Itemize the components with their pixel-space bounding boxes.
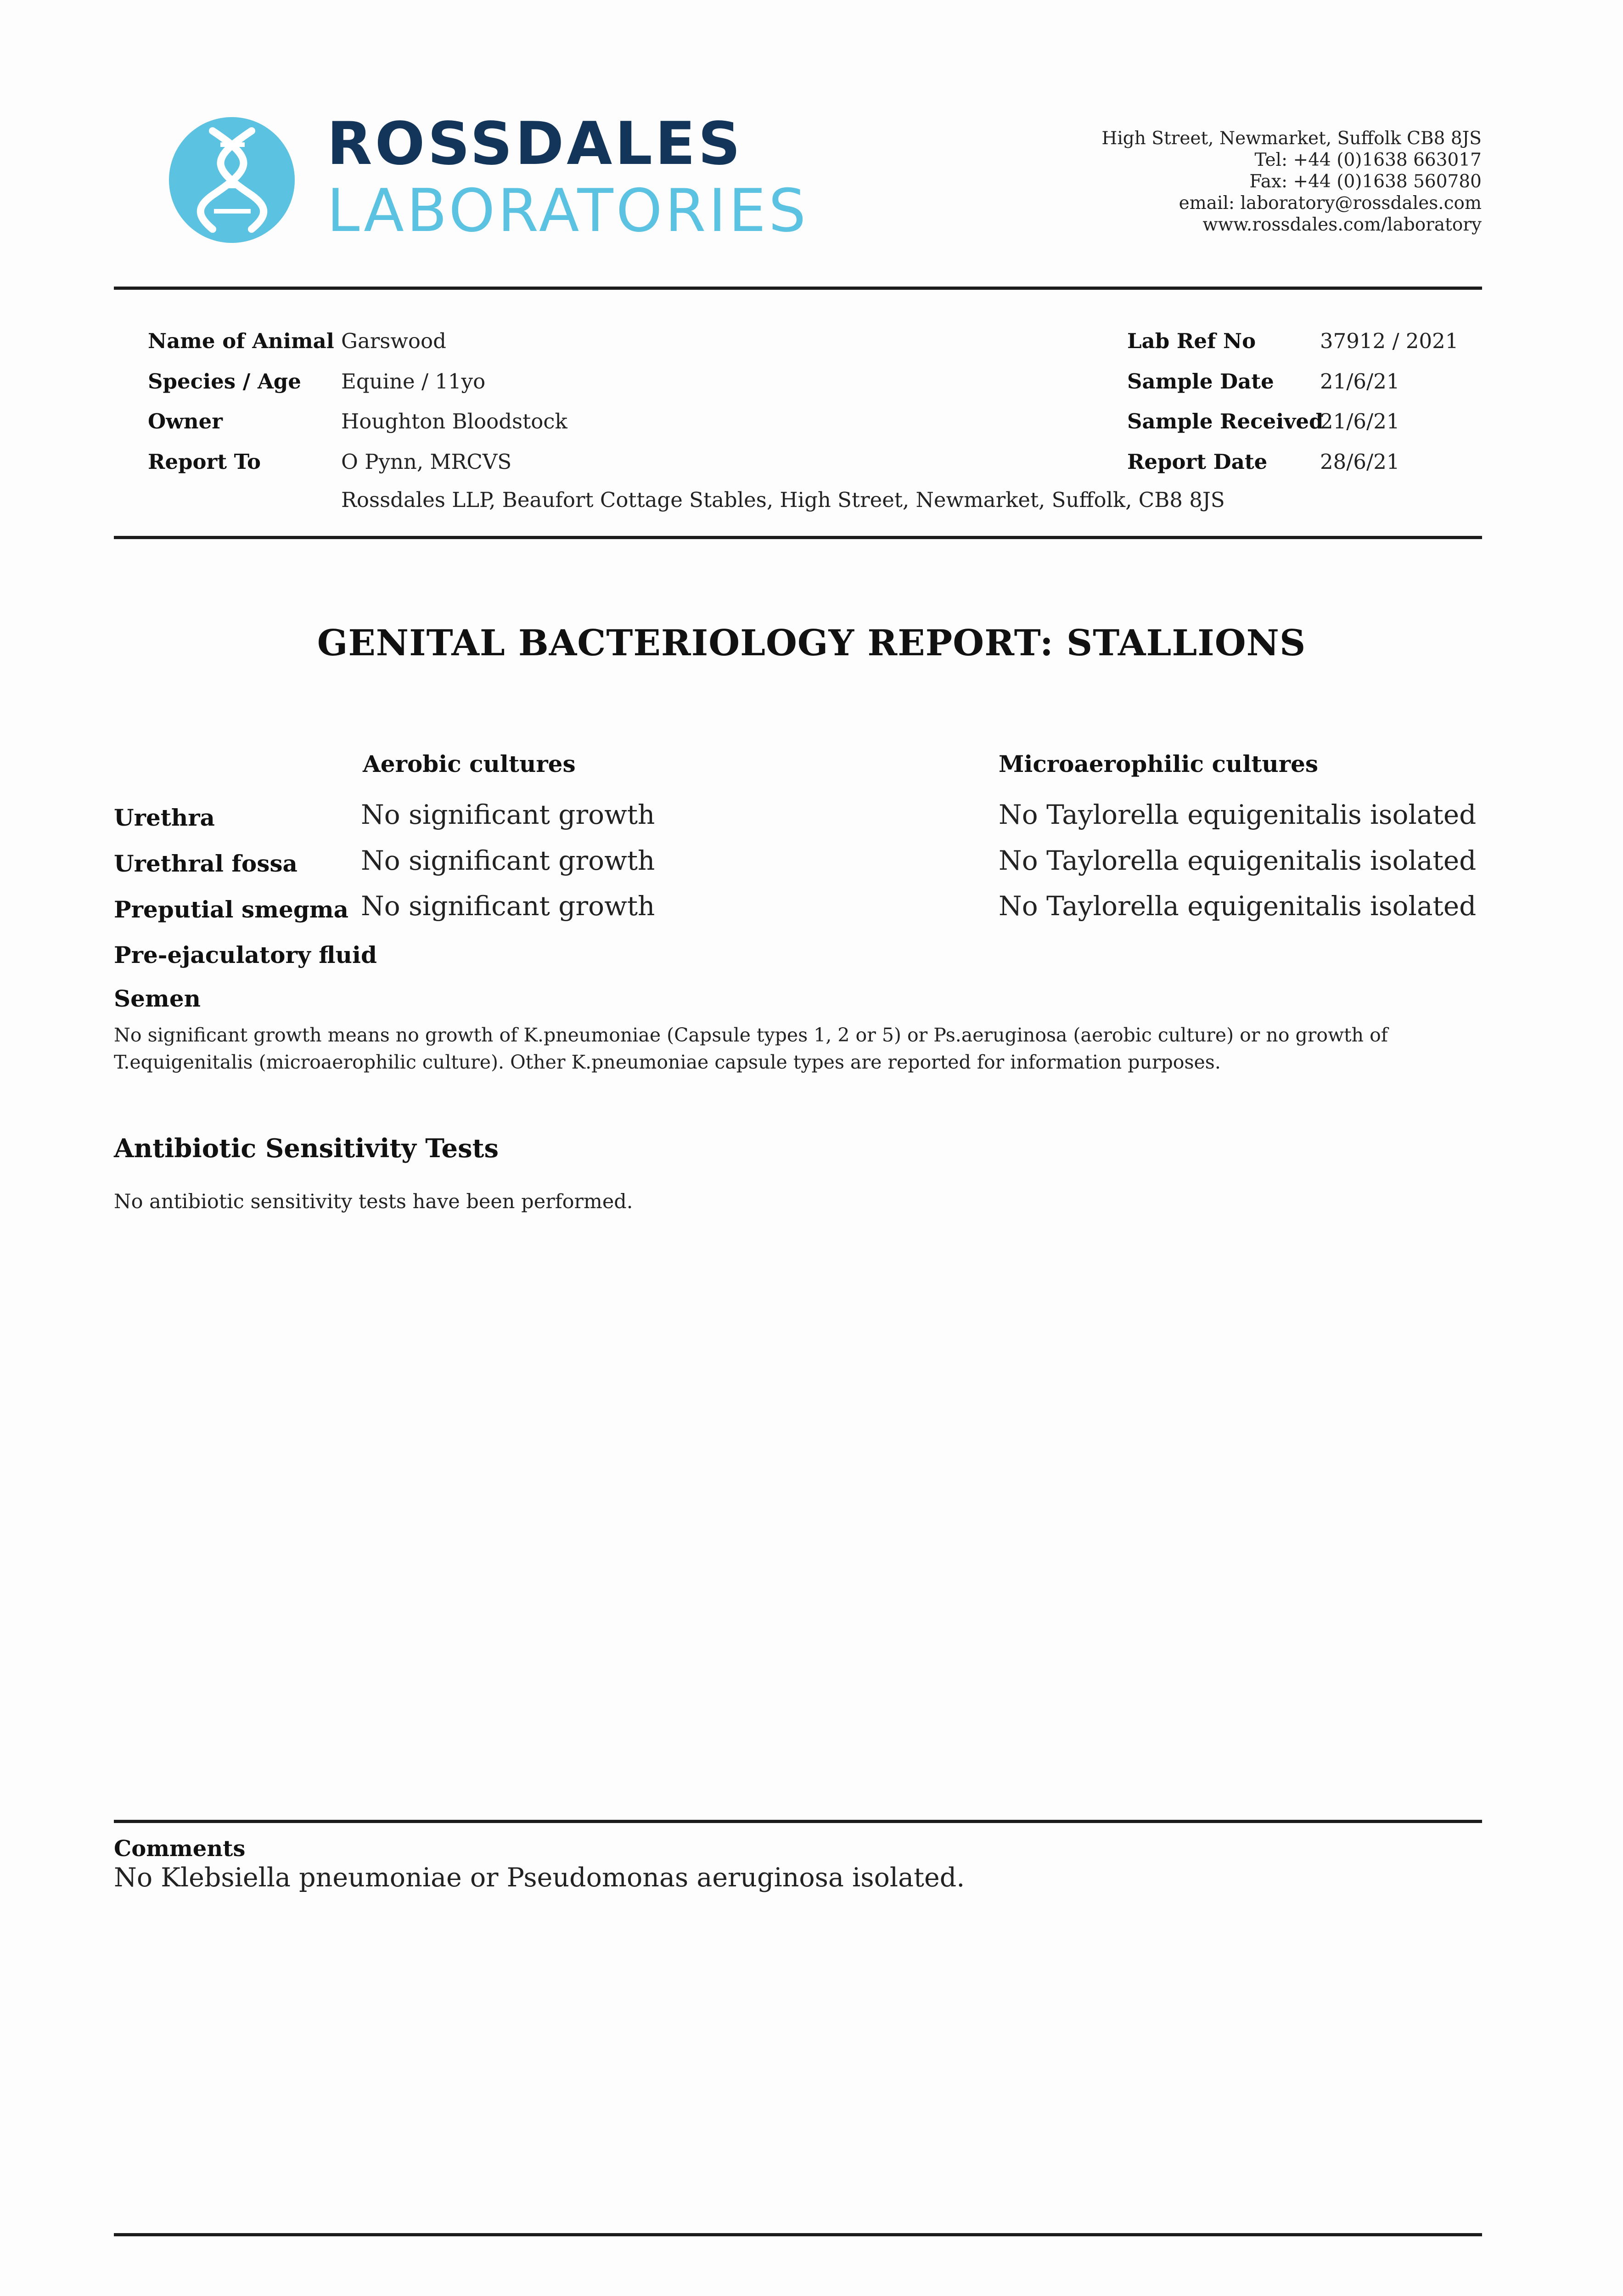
info-divider [114, 536, 1482, 539]
site-urethral-fossa: Urethral fossa [114, 850, 298, 877]
antibiotic-text: No antibiotic sensitivity tests have been performed. [114, 1190, 633, 1213]
urethral-fossa-micro-result: No Taylorella equigenitalis isolated [999, 845, 1477, 876]
address-email[interactable]: email: laboratory@rossdales.com [1179, 193, 1482, 214]
sample-received-label: Sample Received [1127, 409, 1324, 433]
comments-divider [114, 1820, 1482, 1823]
header-divider [114, 287, 1482, 290]
species-value: Equine / 11yo [341, 369, 486, 394]
report-title: GENITAL BACTERIOLOGY REPORT: STALLIONS [317, 622, 1306, 664]
dna-logo-icon [169, 117, 295, 243]
sample-received-value: 21/6/21 [1320, 409, 1400, 433]
urethra-micro-result: No Taylorella equigenitalis isolated [999, 799, 1477, 830]
culture-footnote: No significant growth means no growth of K.pneumoniae (Capsule types 1, 2 or 5) or Ps.aeruginosa (aerobic culture) or no growth of T.equigenitalis (microaerophilic culture). Other K.pneumoniae capsule types are reported for information purposes. [114, 1024, 1388, 1073]
site-semen: Semen [114, 985, 201, 1012]
report-to-value: O Pynn, MRCVS [341, 450, 512, 474]
dna-helix-icon [169, 117, 295, 243]
antibiotic-heading: Antibiotic Sensitivity Tests [114, 1133, 499, 1164]
report-date-label: Report Date [1127, 450, 1268, 474]
sample-date-value: 21/6/21 [1320, 369, 1400, 394]
address-fax: Fax: +44 (0)1638 560780 [1249, 171, 1482, 192]
report-to-address: Rossdales LLP, Beaufort Cottage Stables, High Street, Newmarket, Suffolk, CB8 8JS [341, 488, 1225, 512]
preputial-smegma-micro-result: No Taylorella equigenitalis isolated [999, 890, 1477, 922]
lab-ref-value: 37912 / 2021 [1320, 329, 1459, 353]
comments-label: Comments [114, 1836, 246, 1862]
name-label: Name of Animal [148, 329, 334, 353]
comments-text: No Klebsiella pneumoniae or Pseudomonas aeruginosa isolated. [114, 1863, 965, 1893]
address-tel: Tel: +44 (0)1638 663017 [1254, 150, 1482, 170]
report-date-value: 28/6/21 [1320, 450, 1400, 474]
address-website[interactable]: www.rossdales.com/laboratory [1202, 214, 1482, 235]
report-to-label: Report To [148, 450, 261, 474]
brand-name: ROSSDALES [327, 110, 743, 178]
preputial-smegma-aerobic-result: No significant growth [361, 890, 655, 922]
urethral-fossa-aerobic-result: No significant growth [361, 845, 655, 876]
owner-value: Houghton Bloodstock [341, 409, 567, 433]
microaerophilic-heading: Microaerophilic cultures [999, 750, 1319, 777]
urethra-aerobic-result: No significant growth [361, 799, 655, 830]
lab-address [1101, 128, 1482, 236]
brand-subtitle: LABORATORIES [327, 177, 809, 245]
address-street: High Street, Newmarket, Suffolk CB8 8JS [1101, 128, 1482, 149]
lab-ref-label: Lab Ref No [1127, 329, 1256, 353]
site-urethra: Urethra [114, 804, 215, 831]
site-pre-ejaculatory-fluid: Pre-ejaculatory fluid [114, 941, 377, 968]
name-value: Garswood [341, 329, 446, 353]
site-preputial-smegma: Preputial smegma [114, 896, 349, 923]
sample-date-label: Sample Date [1127, 369, 1274, 394]
footer-divider [114, 2233, 1482, 2236]
species-label: Species / Age [148, 369, 301, 394]
owner-label: Owner [148, 409, 223, 433]
aerobic-heading: Aerobic cultures [363, 750, 576, 777]
